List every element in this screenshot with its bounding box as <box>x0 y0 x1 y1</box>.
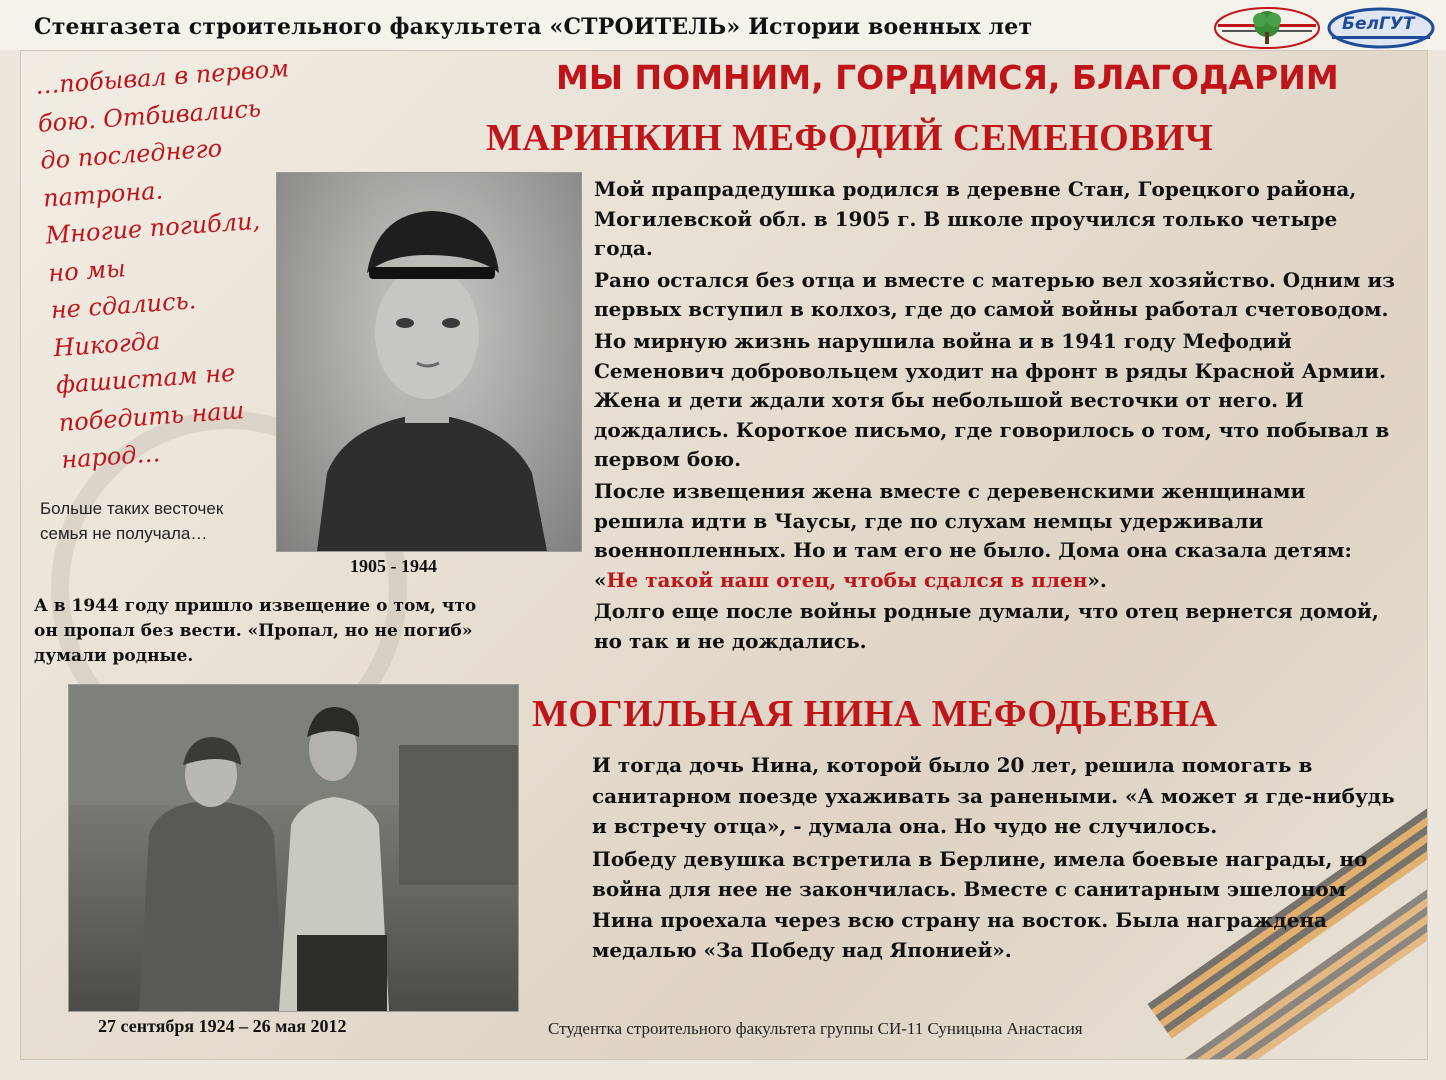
motto-heading: МЫ ПОМНИМ, ГОРДИМСЯ, БЛАГОДАРИМ <box>556 58 1339 97</box>
years-person1: 1905 - 1944 <box>350 556 437 576</box>
quote-line: …побывал в первом <box>34 54 290 100</box>
quote-line: до последнего <box>39 134 223 175</box>
portrait-figure-icon <box>277 173 581 551</box>
story-paragraph: И тогда дочь Нина, которой было 20 лет, решила помогать в санитарном поезде ухаживать за ранеными. «А может я где-нибудь и встречу отца», - думала она. Но чудо не случилось. <box>592 753 1395 838</box>
couple-photo <box>68 684 519 1012</box>
story-paragraph: Рано остался без отца и вместе с матерью вел хозяйство. Одним из первых вступил в колхоз, где до самой войны работал счетоводом. <box>594 267 1395 322</box>
quote-line: Многие погибли, <box>44 206 261 250</box>
person1-name: МАРИНКИН МЕФОДИЙ СЕМЕНОВИЧ <box>486 117 1214 159</box>
quote-line: не сдались. <box>49 286 198 325</box>
quote-line: Никогда <box>52 326 162 362</box>
quote-line: патрона. <box>42 175 164 213</box>
story-text: После извещения жена вместе с деревенскими женщинами решила идти в Чаусы, где по слухам немцы удерживали военнопленных. Но и там его не было. Дома она сказала детям: « <box>594 478 1352 592</box>
couple-figures-icon <box>69 685 518 1011</box>
story-paragraph: Мой прапрадедушка родился в деревне Стан, Горецкого района, Могилевской обл. в 1905 г. В школе проучился только четыре года. <box>594 177 1357 261</box>
author-credit: Студентка строительного факультета группы СИ-11 Суницына Анастасия <box>548 1019 1083 1038</box>
quote-line: бою. Отбивались <box>36 93 262 138</box>
quote-line: народ… <box>60 439 162 475</box>
quote-line: победить наш <box>57 395 246 437</box>
highlighted-quote: Не такой наш отец, чтобы сдался в плен <box>606 567 1088 592</box>
newspaper-title: Стенгазета строительного факультета «СТРОИТЕЛЬ» Истории военных лет <box>34 14 1033 40</box>
portrait-photo <box>276 172 582 552</box>
story-paragraph: Победу девушка встретила в Берлине, имела боевые награды, но война для нее не закончилась. Вместе с санитарным эшелоном Нина проехала через всю страну на восток. Была награждена медалью «За Победу над Японией». <box>592 846 1368 962</box>
person2-name: МОГИЛЬНАЯ НИНА МЕФОДЬЕВНА <box>532 693 1218 735</box>
belgut-logo-text: БелГУТ <box>1342 14 1415 34</box>
story-paragraph: Долго еще после войны родные думали, что отец вернется домой, но так и не дождались. <box>594 599 1379 653</box>
story-paragraph <box>594 477 1400 595</box>
person1-story <box>594 175 1400 659</box>
story-paragraph: Но мирную жизнь нарушила война и в 1941 году Мефодий Семенович добровольцем уходит на фронт в ряды Красной Армии. Жена и дети ждали хотя бы небольшой весточки от него. И дождались. Короткое письмо, где говорилось о том, что побывал в первом бою. <box>594 328 1390 472</box>
person2-story <box>592 750 1402 968</box>
side-note: Больше таких весточек семья не получала… <box>40 499 224 543</box>
story-text: ». <box>1087 567 1107 592</box>
quote-line: фашистам не <box>55 358 237 400</box>
faculty-logo-icon <box>1212 4 1322 52</box>
quote-line: но мы <box>47 253 127 287</box>
years-person2: 27 сентября 1924 – 26 мая 2012 <box>98 1016 347 1036</box>
missing-notice: А в 1944 году пришло извещение о том, что он пропал без вести. «Пропал, но не погиб» думали родные. <box>34 596 477 666</box>
